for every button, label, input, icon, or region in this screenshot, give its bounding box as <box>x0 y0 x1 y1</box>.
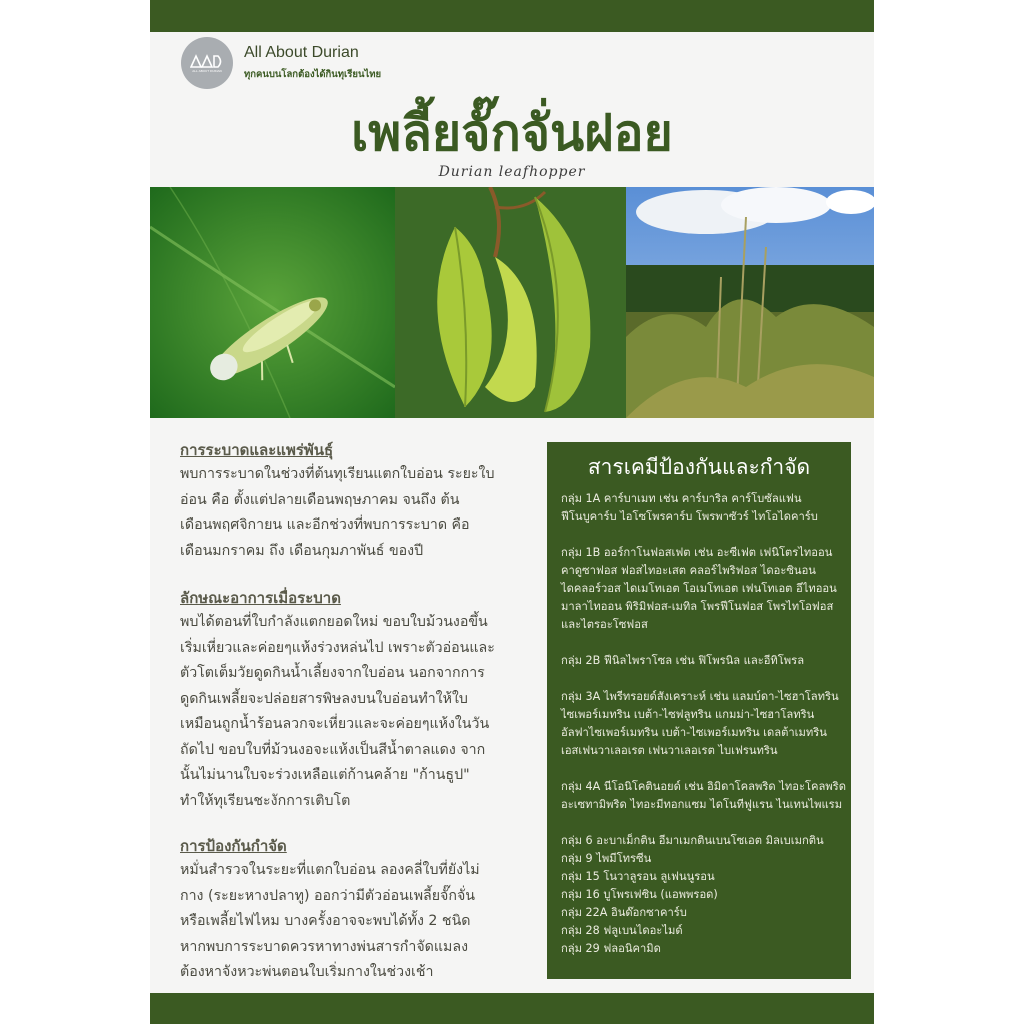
leafhopper-insect-photo <box>150 187 395 418</box>
brand-tagline: ทุกคนบนโลกต้องได้กินทุเรียนไทย <box>244 69 382 80</box>
top-band <box>150 0 874 32</box>
chemical-group: กลุ่ม 15 โนวาลูรอน ลูเฟนนูรอน <box>561 870 715 883</box>
logo-triangles-icon <box>190 54 224 68</box>
section-symptoms <box>180 586 495 814</box>
section-heading: ลักษณะอาการเมื่อระบาด <box>180 589 341 607</box>
section-body: พบการระบาดในช่วงที่ต้นทุเรียนแตกใบอ่อน ระยะใบ อ่อน คือ ตั้งแต่ปลายเดือนพฤษภาคม จนถึง ต้น เดือนพฤศจิกายน และอีกช่วงที่พบการระบาด คือ เดือนมกราคม ถึง เดือนกุมภาพันธ์ ของปี <box>180 466 495 559</box>
section-body: หมั่นสำรวจในระยะที่แตกใบอ่อน ลองคลี่ใบที่ยังไม่ กาง (ระยะหางปลาทู) ออกว่ามีตัวอ่อนเพลี้ยจั๊กจั่น หรือเพลี้ยไฟไหม บางครั้งอาจจะพบได้ทั้ง 2 ชนิด หากพบการระบาดควรหาทางพ่นสารกำจัดแมลง ต้องหาจังหวะพ่นตอนใบเริ่มกางในช่วงเช้า <box>180 862 480 980</box>
bottom-band <box>150 993 874 1024</box>
chemical-group: กลุ่ม 16 บูโพรเฟซิน (แอพพรอด) <box>561 888 718 901</box>
section-body: พบได้ตอนที่ใบกำลังแตกยอดใหม่ ขอบใบม้วนงอขึ้น เริ่มเหี่ยวและค่อยๆแห้งร่วงหล่นไป เพราะตัวอ่อนและ ตัวโตเต็มวัยดูดกินน้ำเลี้ยงจากใบอ่อน นอกจากการ ดูดกินเพลี้ยจะปล่อยสารพิษลงบนใบอ่อนทำให้ใบ เหมือนถูกน้ำร้อนลวกจะเหี่ยวและจะค่อยๆแห้งในวัน ถัดไป ขอบใบที่ม้วนงอจะแห้งเป็นสีน้ำตาลแดง จาก นั้นไม่นานใบจะร่วงเหลือแต่ก้านคล้าย "ก้านธูป" ทำให้ทุเรียนชะงักการเติบโต <box>180 614 495 809</box>
page-subtitle: Durian leafhopper <box>438 164 586 180</box>
poster <box>150 0 874 1024</box>
section-prevention <box>180 834 480 986</box>
curled-durian-leaves-photo <box>395 187 626 418</box>
chemical-group: กลุ่ม 22A อินด๊อกซาคาร์บ <box>561 906 687 919</box>
section-heading: การระบาดและแพร่พันธุ์ <box>180 441 334 459</box>
chemical-group: กลุ่ม 9 ไพมีโทรซีน <box>561 852 652 865</box>
chemical-group: กลุ่ม 3A ไพรีทรอยด์สังเคราะห์ เช่น แลมบ์ดา-ไซฮาโลทริน ไซเพอร์เมทริน เบต้า-ไซฟลูทริน แกมม่า-ไซฮาโลทริน อัลฟาไซเพอร์เมทริน เบต้า-ไซเพอร์เมทริน เดลต้าเมทริน เอสเฟนวาเลอเรต เฟนวาเลอเรต ไบเฟรนทริน <box>561 690 839 757</box>
chemicals-list <box>561 490 847 958</box>
logo-subtext: ALL ABOUT DURIAN <box>192 68 222 73</box>
damaged-durian-orchard-photo <box>626 187 874 418</box>
section-heading: การป้องกันกำจัด <box>180 837 287 855</box>
chemicals-title: สารเคมีป้องกันและกำจัด <box>587 455 811 479</box>
chemical-group: กลุ่ม 4A นีโอนิโคตินอยด์ เช่น อิมิดาโคลพริด ไทอะโคลพริด อะเซทามิพริด ไทอะมีทอกแซม ไดโนทีฟูแรน ไนเทนไพแรม <box>561 780 846 811</box>
chemicals-panel <box>547 442 851 979</box>
chemical-group: กลุ่ม 1B ออร์กาโนฟอสเฟต เช่น อะซีเฟต เฟนิโตรไทออน คาดูซาฟอส ฟอสไทอะเสต คลอร์ไพริฟอส ไดอะซินอน ไดคลอร์วอส ไดเมโทเอต โอเมโทเอต เฟนโทเอต อีไทออน มาลาไทออน พิริมิฟอส-เมทิล โพรฟีโนฟอส โพรไทโอฟอส และไตรอะโซฟอส <box>561 546 837 631</box>
chemical-group: กลุ่ม 6 อะบาเม็กติน อีมาเมกตินเบนโซเอต มิลเบเมกติน <box>561 834 824 847</box>
chemical-group: กลุ่ม 28 ฟลูเบนไดอะไมด์ <box>561 924 683 937</box>
chemical-group: กลุ่ม 1A คาร์บาเมท เช่น คาร์บาริล คาร์โบซัลแฟน ฟีโนบูคาร์บ ไอโซโพรคาร์บ โพรพาซัวร์ ไทโอไดคาร์บ <box>561 492 818 523</box>
brand-name: All About Durian <box>244 44 359 61</box>
chemical-group: กลุ่ม 29 ฟลอนิคามิด <box>561 942 661 955</box>
chemical-group: กลุ่ม 2B ฟีนิลไพราโซล เช่น ฟิโพรนิล และอีทิโพรล <box>561 654 805 667</box>
section-outbreak <box>180 438 494 564</box>
brand-logo <box>181 37 233 89</box>
page-title: เพลี้ยจั๊กจั่นฝอย <box>351 104 673 162</box>
